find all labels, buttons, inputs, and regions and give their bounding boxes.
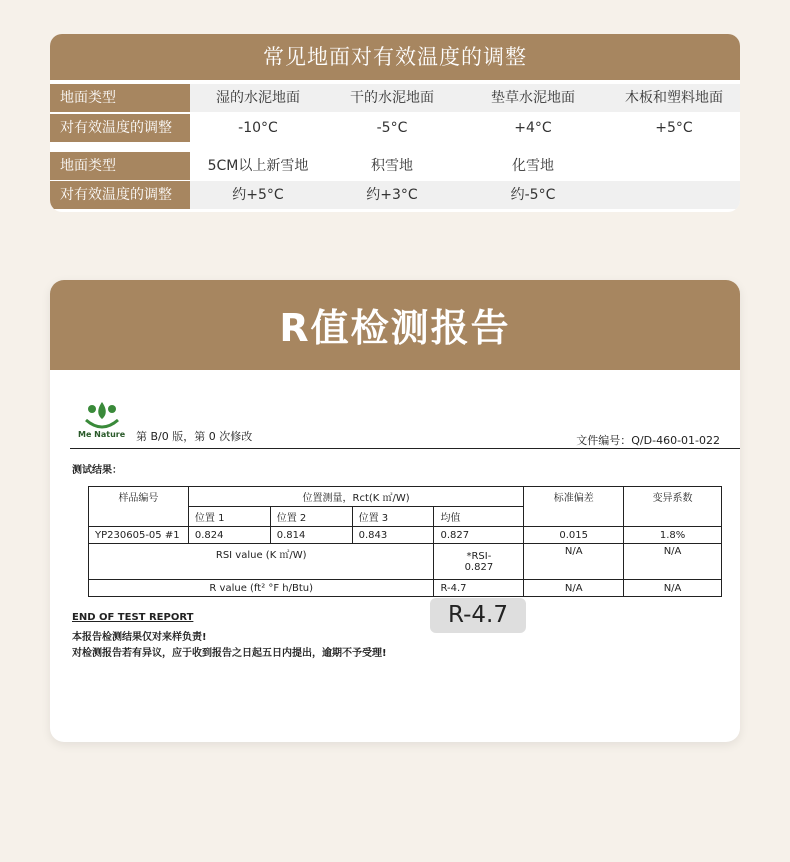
r-cv: N/A (624, 580, 722, 597)
report-document (50, 370, 740, 742)
divider (70, 448, 740, 449)
table-cell: 约+5°C (190, 181, 326, 209)
table-cell (608, 181, 740, 209)
temperature-adjustment-card (50, 34, 740, 212)
row-label: 地面类型 (50, 84, 190, 112)
position-3-value: 0.843 (352, 527, 434, 544)
report-note-2: 对检测报告若有异议，应于收到报告之日起五日内提出，逾期不予受理! (72, 648, 387, 659)
edition-info: 第 B/0 版，第 0 次修改 (136, 430, 253, 443)
r-std-dev: N/A (524, 580, 624, 597)
table-cell (608, 152, 740, 180)
mean-value: 0.827 (434, 527, 524, 544)
rsi-cv: N/A (624, 544, 722, 580)
table-cell: 5CM以上新雪地 (190, 152, 326, 180)
rsi-value-prefix: *RSI- (466, 550, 492, 562)
sample-no-header: 样品编号 (89, 487, 189, 527)
position-2-header: 位置 2 (270, 507, 352, 527)
rsi-std-dev: N/A (524, 544, 624, 580)
row-label: 地面类型 (50, 152, 190, 180)
cv-header: 变异系数 (624, 487, 722, 527)
row-label: 对有效温度的调整 (50, 181, 190, 209)
position-3-header: 位置 3 (352, 507, 434, 527)
table-cell: 垫草水泥地面 (458, 84, 608, 112)
temperature-table-title: 常见地面对有效温度的调整 (50, 34, 740, 80)
table-cell: 干的水泥地面 (326, 84, 458, 112)
cv-value: 1.8% (624, 527, 722, 544)
r-value: R-4.7 (434, 580, 524, 597)
table-cell: +5°C (608, 114, 740, 142)
std-dev-header: 标准偏差 (524, 487, 624, 527)
table-cell: -10°C (190, 114, 326, 142)
rsi-value-number: 0.827 (464, 561, 494, 573)
logo-text: Me Nature (78, 430, 126, 439)
table-row (50, 84, 740, 112)
position-measure-header: 位置测量，Rct(K ㎡/W) (188, 487, 523, 507)
report-note-1: 本报告检测结果仅对来样负责! (72, 632, 207, 643)
table-row (50, 114, 740, 142)
table-cell: 积雪地 (326, 152, 458, 180)
results-label: 测试结果： (72, 465, 122, 476)
position-2-value: 0.814 (270, 527, 352, 544)
table-row (89, 527, 722, 544)
r-value-badge: R-4.7 (430, 598, 526, 633)
row-label: 对有效温度的调整 (50, 114, 190, 142)
table-row (89, 544, 722, 580)
position-1-header: 位置 1 (188, 507, 270, 527)
mean-header: 均值 (434, 507, 524, 527)
rsi-label: RSI value (K ㎡/W) (89, 544, 434, 580)
end-of-report: END OF TEST REPORT (72, 612, 194, 623)
r-value-label: R value (ft² °F h/Btu) (89, 580, 434, 597)
table-row (89, 487, 722, 507)
table-row (89, 580, 722, 597)
table-cell: 约-5°C (458, 181, 608, 209)
table-cell: +4°C (458, 114, 608, 142)
table-row (50, 181, 740, 209)
file-number: 文件编号：Q/D-460-01-022 (576, 434, 720, 447)
r-value-report-card (50, 280, 740, 742)
table-cell: -5°C (326, 114, 458, 142)
std-dev-value: 0.015 (524, 527, 624, 544)
report-title: R值检测报告 (50, 280, 740, 370)
sample-id: YP230605-05 #1 (89, 527, 189, 544)
table-row (50, 152, 740, 180)
rsi-value (434, 544, 524, 580)
table-cell: 约+3°C (326, 181, 458, 209)
table-cell: 化雪地 (458, 152, 608, 180)
table-cell: 木板和塑料地面 (608, 84, 740, 112)
results-table (88, 486, 722, 597)
position-1-value: 0.824 (188, 527, 270, 544)
table-cell: 湿的水泥地面 (190, 84, 326, 112)
